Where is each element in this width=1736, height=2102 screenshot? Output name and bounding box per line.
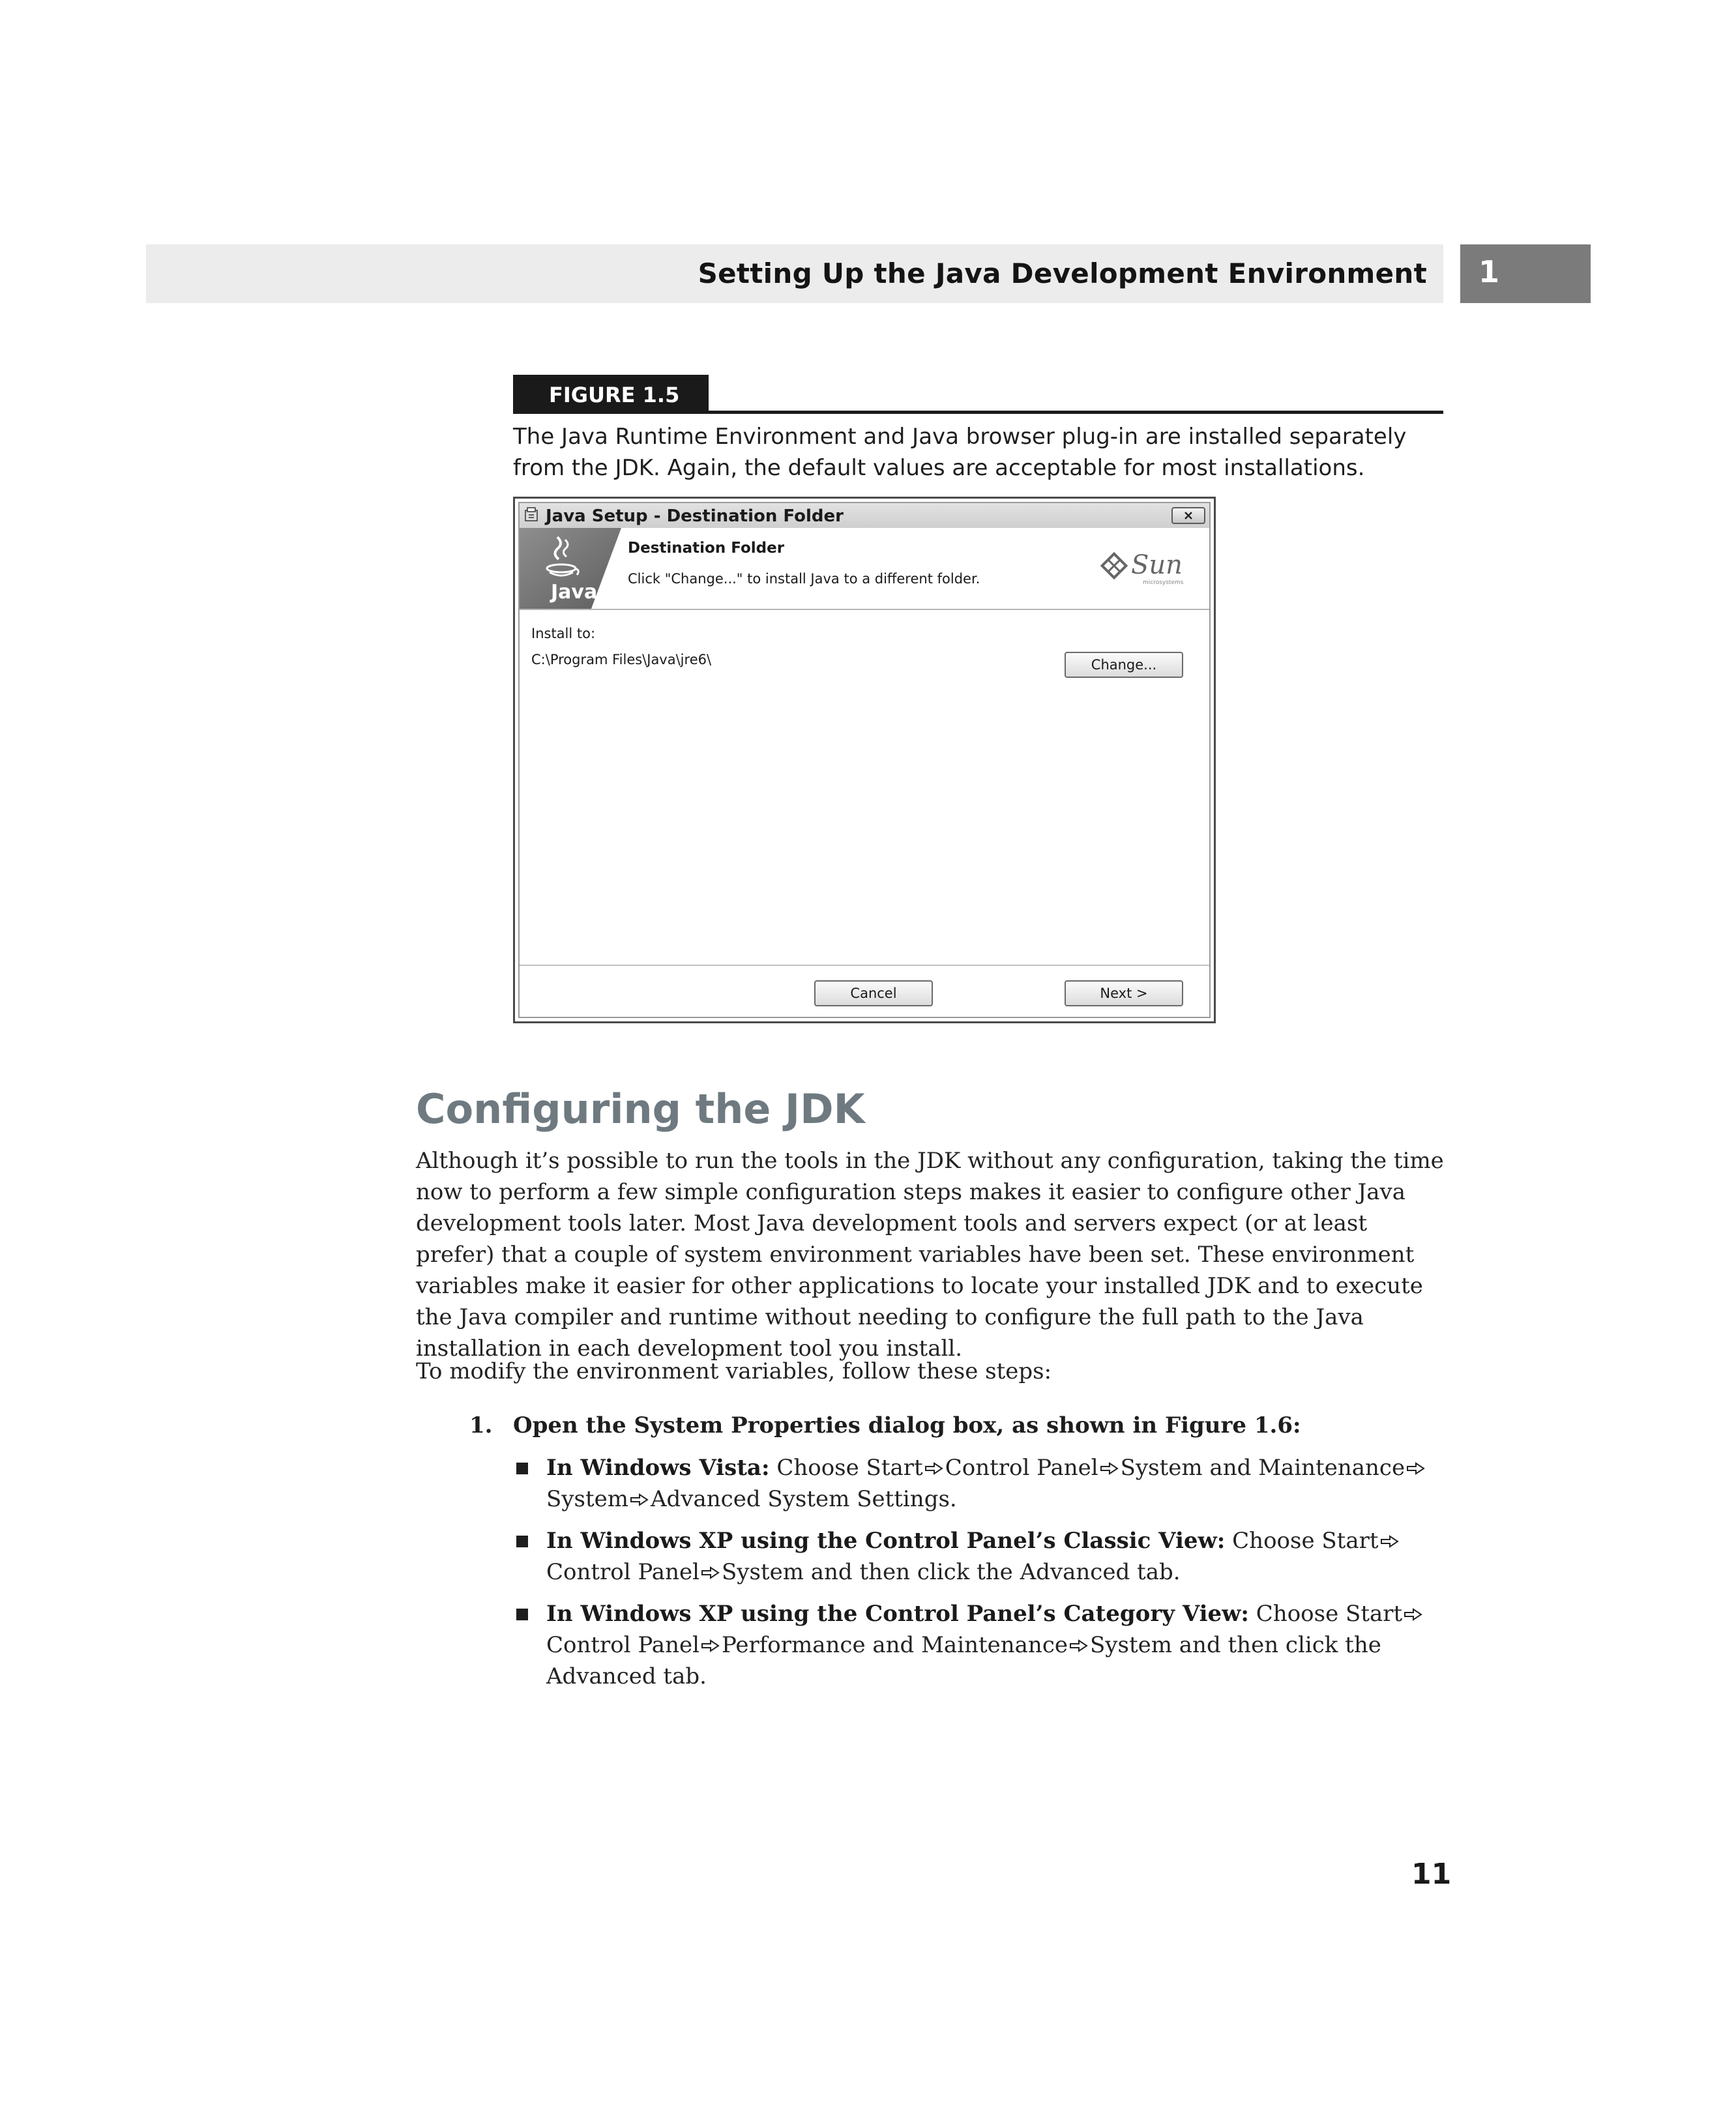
bullet-text: System bbox=[546, 1486, 628, 1512]
menu-arrow-icon bbox=[700, 1566, 721, 1580]
menu-arrow-icon bbox=[1379, 1534, 1400, 1549]
sun-logo-subtext: microsystems bbox=[1143, 579, 1184, 586]
java-logo-text: Java bbox=[551, 581, 598, 604]
bullet-text: Control Panel bbox=[945, 1455, 1098, 1481]
bullet-text: Choose Start bbox=[769, 1455, 923, 1481]
next-button[interactable]: Next > bbox=[1065, 980, 1183, 1006]
menu-arrow-icon bbox=[1068, 1639, 1089, 1653]
setup-app-icon bbox=[523, 506, 540, 523]
bullet-windows-xp-category bbox=[546, 1598, 1459, 1692]
figure-label-box bbox=[513, 375, 709, 413]
bullet-lead: In Windows XP using the Control Panel’s Classic View: bbox=[546, 1528, 1226, 1554]
bullet-square-icon bbox=[516, 1609, 528, 1620]
bullet-text: System and then click the Advanced tab. bbox=[721, 1559, 1181, 1585]
running-title: Setting Up the Java Development Environment bbox=[698, 257, 1427, 289]
menu-arrow-icon bbox=[1405, 1461, 1426, 1476]
close-button[interactable] bbox=[1171, 507, 1205, 524]
bullet-text: System and then click the Advanced tab. bbox=[546, 1632, 1381, 1689]
install-to-label: Install to: bbox=[531, 626, 596, 641]
bullet-text: Control Panel bbox=[546, 1559, 699, 1585]
bullet-windows-xp-classic bbox=[546, 1525, 1459, 1588]
sun-logo-text: Sun bbox=[1131, 550, 1183, 580]
section-heading: Configuring the JDK bbox=[416, 1085, 865, 1133]
body-paragraph-2: To modify the environment variables, follow these steps: bbox=[416, 1358, 1052, 1384]
bullet-text: Control Panel bbox=[546, 1632, 699, 1658]
dialog-frame bbox=[518, 502, 1211, 1018]
figure-rule bbox=[513, 411, 1443, 414]
bullet-text: Choose Start bbox=[1248, 1601, 1403, 1627]
install-path-value: C:\Program Files\Java\jre6\ bbox=[531, 652, 712, 667]
figure-label: FIGURE 1.5 bbox=[549, 383, 680, 407]
menu-arrow-icon bbox=[629, 1493, 650, 1507]
dialog-banner bbox=[520, 528, 1209, 610]
bullet-text: Performance and Maintenance bbox=[721, 1632, 1068, 1658]
bullet-text: Choose Start bbox=[1225, 1528, 1379, 1554]
menu-arrow-icon bbox=[700, 1639, 721, 1653]
sun-logo-icon bbox=[1097, 545, 1195, 591]
chapter-number: 1 bbox=[1479, 254, 1500, 289]
bullet-square-icon bbox=[516, 1463, 528, 1474]
chapter-tab bbox=[1460, 244, 1591, 303]
running-header bbox=[146, 244, 1443, 303]
step-number: 1. bbox=[469, 1412, 493, 1438]
bullet-lead: In Windows XP using the Control Panel’s Category View: bbox=[546, 1601, 1249, 1627]
dialog-titlebar[interactable] bbox=[520, 503, 1209, 528]
bullet-text: System and Maintenance bbox=[1120, 1455, 1405, 1481]
figure-caption: The Java Runtime Environment and Java browser plug-in are installed separately from the JDK. Again, the default values are acceptable for most installations. bbox=[513, 424, 1407, 481]
dialog-footer-divider bbox=[520, 965, 1209, 966]
step-text: Open the System Properties dialog box, as shown in Figure 1.6: bbox=[513, 1412, 1301, 1438]
menu-arrow-icon bbox=[1099, 1461, 1120, 1476]
cancel-button[interactable]: Cancel bbox=[814, 980, 933, 1006]
menu-arrow-icon bbox=[1403, 1607, 1424, 1622]
close-icon bbox=[1182, 511, 1195, 520]
change-button[interactable]: Change... bbox=[1065, 652, 1183, 678]
banner-subtitle: Click "Change..." to install Java to a different folder. bbox=[628, 571, 980, 587]
java-setup-dialog bbox=[513, 497, 1216, 1023]
java-logo-icon bbox=[520, 528, 621, 609]
banner-title: Destination Folder bbox=[628, 540, 785, 557]
dialog-title: Java Setup - Destination Folder bbox=[546, 506, 844, 526]
bullet-windows-vista bbox=[546, 1452, 1459, 1515]
bullet-lead: In Windows Vista: bbox=[546, 1455, 770, 1481]
page-number: 11 bbox=[1411, 1858, 1452, 1891]
menu-arrow-icon bbox=[924, 1461, 945, 1476]
body-paragraph-1: Although it’s possible to run the tools in the JDK without any configuration, taking the time now to perform a few simple configuration steps makes it easier to configure other Java development tools later. Most Java development tools and servers expect (or at least prefer) that a couple of system environment variables have been set. These environment variables make it easier for other applications to locate your installed JDK and to execute the Java compiler and runtime without needing to configure the full path to the Java installation in each development tool you install. bbox=[416, 1148, 1444, 1362]
bullet-text: Advanced System Settings. bbox=[650, 1486, 957, 1512]
bullet-square-icon bbox=[516, 1536, 528, 1547]
